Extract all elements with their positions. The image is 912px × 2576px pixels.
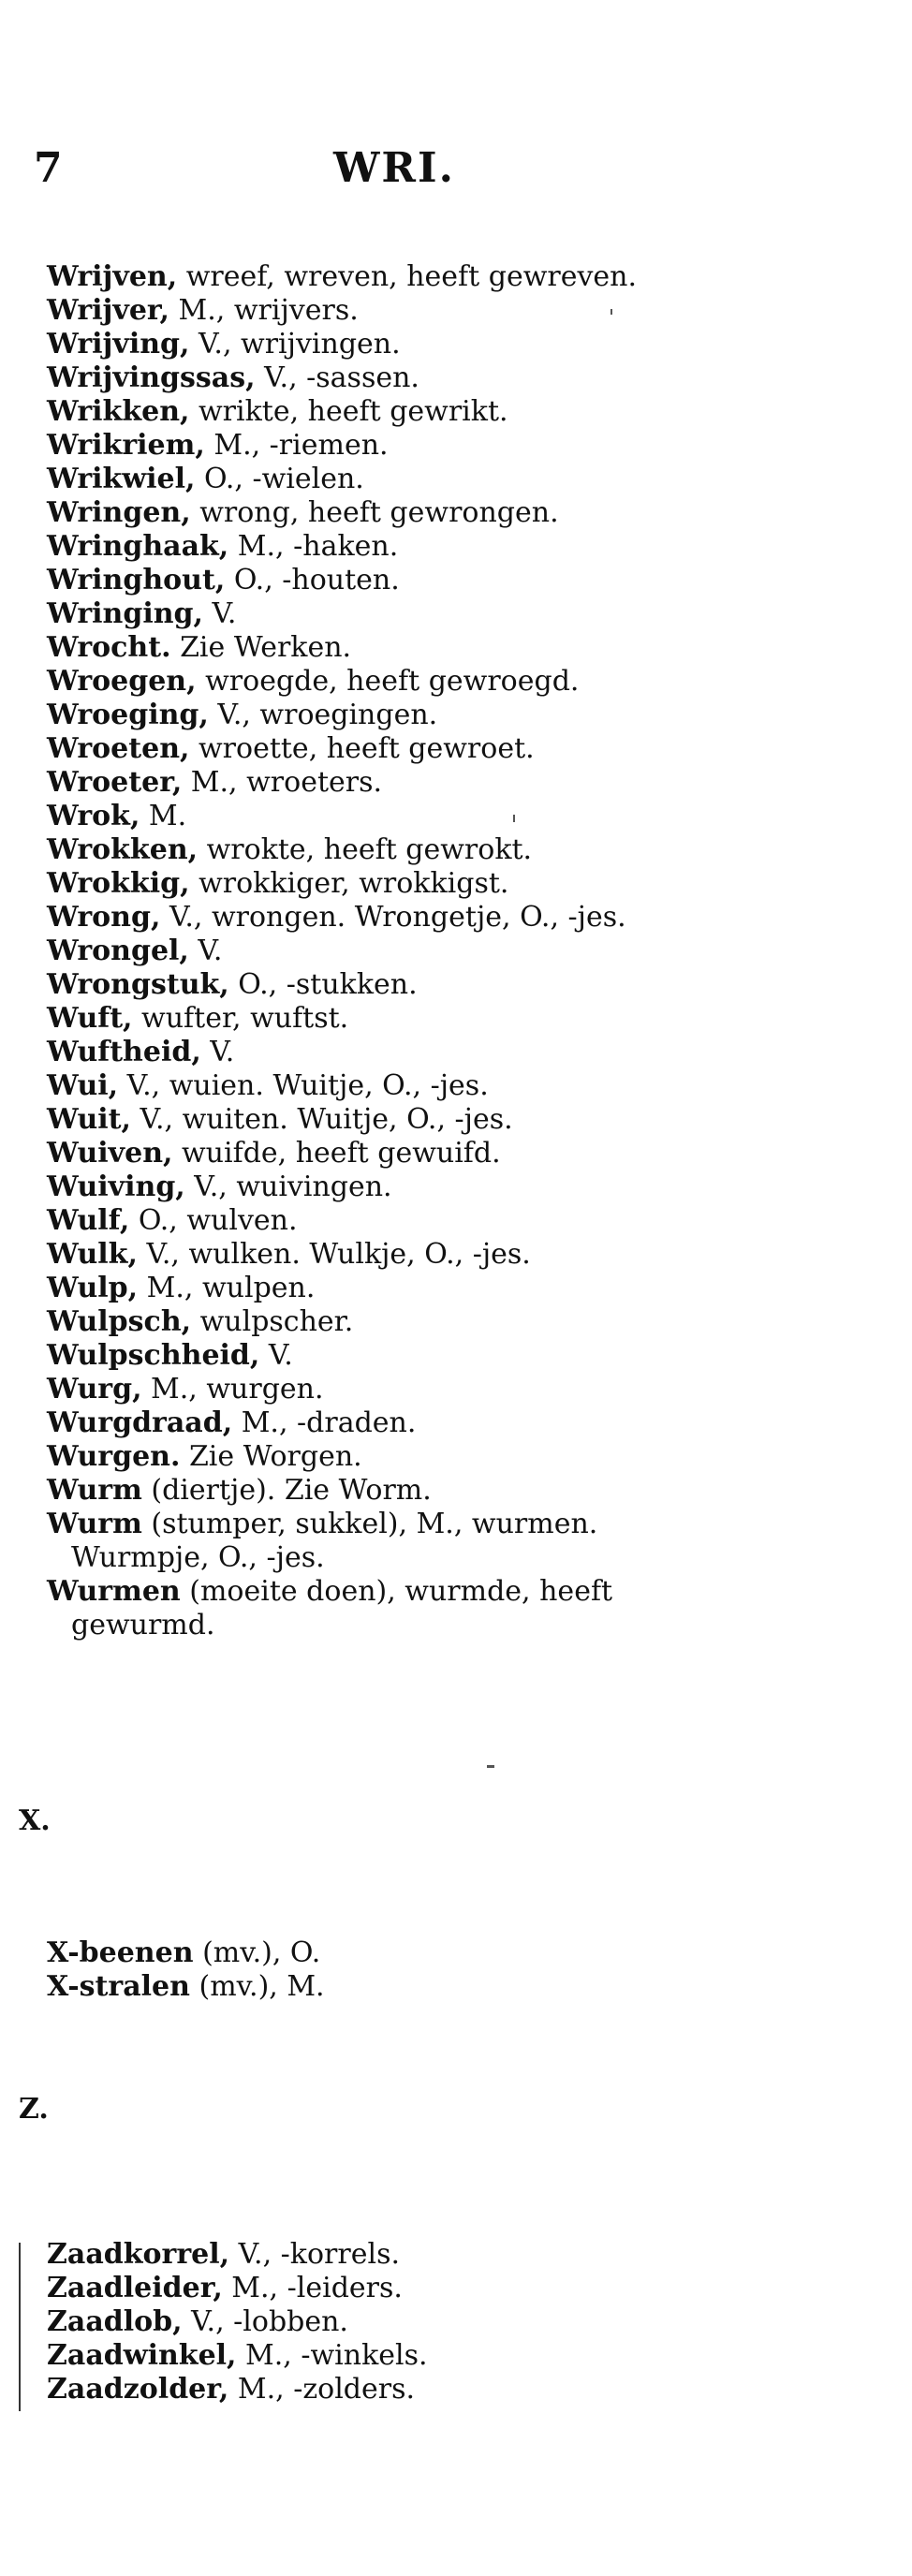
entry-headword: Wulp, <box>47 1272 139 1304</box>
entry-definition: V., -korrels. <box>229 2238 400 2271</box>
entry-headword: Wrokkig, <box>47 867 190 900</box>
entry-definition: wreef, wreven, heeft gewreven. <box>177 260 638 293</box>
entry-definition: O., -stukken. <box>228 968 418 1001</box>
entry-headword: Wroeging, <box>47 699 209 731</box>
entry-headword: Zaadwinkel, <box>47 2339 237 2372</box>
page-header <box>34 140 708 197</box>
entry-definition: Zie Worgen. <box>180 1440 362 1473</box>
entry-headword: Wrocht. <box>47 631 171 664</box>
dictionary-entry <box>47 665 721 699</box>
entry-definition: Zie Werken. <box>170 631 352 664</box>
dictionary-entry <box>47 361 721 395</box>
entry-headword: X-stralen <box>47 1970 190 2003</box>
entry-headword: Wringing, <box>47 597 203 630</box>
dictionary-entry <box>47 732 721 766</box>
entry-definition: V. <box>202 597 237 630</box>
dictionary-entry <box>47 935 721 968</box>
entry-headword: Wroeten, <box>47 732 190 765</box>
entry-definition: V. <box>259 1339 293 1372</box>
section-letter-z: Z. <box>19 2093 49 2126</box>
dictionary-entry <box>47 1204 721 1238</box>
dictionary-entry <box>47 766 721 800</box>
dictionary-entry <box>47 328 721 361</box>
dictionary-entry <box>47 1373 721 1406</box>
entry-headword: Zaadlob, <box>47 2305 183 2338</box>
entry-headword: Wrikken, <box>47 395 190 428</box>
entry-definition: M., -haken. <box>228 530 399 563</box>
dictionary-entry <box>47 1272 721 1305</box>
entry-definition: M., -draden. <box>232 1406 417 1439</box>
entry-headword: Wurm <box>47 1474 142 1507</box>
dictionary-entry <box>47 1406 721 1440</box>
entry-headword: Wurgen. <box>47 1440 181 1473</box>
entry-headword: Wuft, <box>47 1002 133 1035</box>
dictionary-entry <box>47 699 721 732</box>
dictionary-entry <box>47 1137 721 1170</box>
entry-definition: V., wuivingen. <box>184 1170 392 1203</box>
dictionary-entry <box>47 2238 721 2272</box>
entry-definition: M., wroeters. <box>182 766 383 799</box>
dictionary-entry <box>47 2373 721 2407</box>
entry-headword: Wulf, <box>47 1204 130 1237</box>
dictionary-entry <box>47 463 721 496</box>
dictionary-entry <box>47 800 721 833</box>
dictionary-entry <box>47 496 721 530</box>
dictionary-entry <box>47 2339 721 2373</box>
entry-definition: V., -lobben. <box>182 2305 348 2338</box>
dictionary-entry <box>47 530 721 564</box>
entry-definition: M., wrijvers. <box>169 294 359 327</box>
entry-headword: Wrijver, <box>47 294 169 327</box>
print-speck <box>487 1765 494 1768</box>
entry-headword: Wrijvingssas, <box>47 361 256 394</box>
entry-definition: V. <box>188 935 223 967</box>
dictionary-entry <box>47 294 721 328</box>
entry-list-w <box>47 260 721 1642</box>
entry-definition: M., wurgen. <box>141 1373 324 1406</box>
dictionary-entry <box>47 901 721 935</box>
entry-definition: M., -riemen. <box>204 429 389 462</box>
dictionary-entry <box>47 1170 721 1204</box>
entry-definition: (moeite doen), wurmde, heeft gewurmd. <box>71 1575 613 1641</box>
entry-headword: Wuftheid, <box>47 1036 201 1068</box>
dictionary-entry <box>47 260 721 294</box>
dictionary-entry <box>47 564 721 597</box>
dictionary-entry <box>47 1238 721 1272</box>
entry-definition: wuifde, heeft gewuifd. <box>172 1137 501 1170</box>
margin-rule <box>19 2243 21 2411</box>
dictionary-entry <box>47 2305 721 2339</box>
entry-definition: V., -sassen. <box>255 361 419 394</box>
entry-definition: wufter, wuftst. <box>132 1002 349 1035</box>
entry-headword: Zaadzolder, <box>47 2373 229 2406</box>
entry-definition: M., -winkels. <box>236 2339 428 2372</box>
dictionary-entry <box>47 867 721 901</box>
entry-headword: Wringhaak, <box>47 530 229 563</box>
entry-definition: V., wuiten. Wuitje, O., -jes. <box>131 1103 513 1136</box>
entry-definition: (mv.), O. <box>193 1936 321 1969</box>
entry-headword: Wrok, <box>47 800 140 832</box>
dictionary-entry <box>47 1508 721 1575</box>
entry-list-z <box>47 2238 721 2407</box>
dictionary-entry <box>47 1970 721 2004</box>
entry-definition: V., wulken. Wulkje, O., -jes. <box>137 1238 531 1271</box>
dictionary-entry <box>47 429 721 463</box>
entry-definition: M., -zolders. <box>228 2373 416 2406</box>
dictionary-entry <box>47 1474 721 1508</box>
entry-headword: Wurm <box>47 1508 142 1540</box>
entry-headword: Wuit, <box>47 1103 131 1136</box>
entry-headword: X-beenen <box>47 1936 194 1969</box>
entry-list-x <box>47 1936 721 2004</box>
entry-definition: O., -wielen. <box>195 463 364 495</box>
entry-headword: Wuiving, <box>47 1170 185 1203</box>
dictionary-entry <box>47 1440 721 1474</box>
print-speck <box>513 815 515 822</box>
entry-headword: Wringhout, <box>47 564 226 596</box>
running-head: WRI. <box>333 144 455 192</box>
entry-headword: Zaadkorrel, <box>47 2238 230 2271</box>
entry-headword: Wroeter, <box>47 766 183 799</box>
dictionary-entry <box>47 395 721 429</box>
entry-definition: V., wrijvingen. <box>189 328 401 361</box>
entry-definition: wrikte, heeft gewrikt. <box>189 395 508 428</box>
entry-headword: Wrijven, <box>47 260 178 293</box>
entry-headword: Wrong, <box>47 901 161 934</box>
print-speck <box>610 309 612 315</box>
dictionary-entry <box>47 1036 721 1069</box>
entry-definition: wrokte, heeft gewrokt. <box>198 833 533 866</box>
entry-definition: M., -leiders. <box>222 2272 403 2304</box>
entry-headword: Wulk, <box>47 1238 138 1271</box>
entry-headword: Wringen, <box>47 496 191 529</box>
dictionary-entry <box>47 1936 721 1970</box>
entry-definition: V., wrongen. Wrongetje, O., -jes. <box>160 901 626 934</box>
dictionary-entry <box>47 597 721 631</box>
dictionary-entry <box>47 1339 721 1373</box>
entry-definition: wrokkiger, wrokkigst. <box>189 867 509 900</box>
entry-definition: (mv.), M. <box>189 1970 325 2003</box>
entry-definition: O., -houten. <box>225 564 400 596</box>
entry-headword: Wurmen <box>47 1575 181 1608</box>
dictionary-entry <box>47 968 721 1002</box>
entry-definition: V. <box>200 1036 235 1068</box>
entry-headword: Wui, <box>47 1069 119 1102</box>
entry-definition: wrong, heeft gewrongen. <box>190 496 559 529</box>
entry-headword: Wulpsch, <box>47 1305 192 1338</box>
entry-definition: wroegde, heeft gewroegd. <box>196 665 580 698</box>
entry-definition: wulpscher. <box>191 1305 354 1338</box>
entry-definition: V., wroegingen. <box>208 699 438 731</box>
section-letter-x: X. <box>19 1804 51 1837</box>
entry-headword: Wrikwiel, <box>47 463 196 495</box>
entry-definition: wroette, heeft gewroet. <box>189 732 535 765</box>
page-number: 7 <box>34 144 63 192</box>
dictionary-entry <box>47 1103 721 1137</box>
entry-headword: Wurgdraad, <box>47 1406 233 1439</box>
entry-headword: Wurg, <box>47 1373 142 1406</box>
entry-definition: (diertje). Zie Worm. <box>141 1474 432 1507</box>
entry-definition: M., wulpen. <box>138 1272 316 1304</box>
entry-headword: Wrokken, <box>47 833 199 866</box>
entry-headword: Zaadleider, <box>47 2272 223 2304</box>
dictionary-entry <box>47 1305 721 1339</box>
entry-headword: Wrongel, <box>47 935 189 967</box>
entry-headword: Wrijving, <box>47 328 190 361</box>
entry-definition: V., wuien. Wuitje, O., -jes. <box>118 1069 489 1102</box>
entry-headword: Wuiven, <box>47 1137 173 1170</box>
dictionary-entry <box>47 631 721 665</box>
entry-headword: Wrikriem, <box>47 429 205 462</box>
entry-definition: M. <box>140 800 187 832</box>
entry-definition: O., wulven. <box>129 1204 298 1237</box>
dictionary-entry <box>47 2272 721 2305</box>
dictionary-entry <box>47 1069 721 1103</box>
dictionary-entry <box>47 833 721 867</box>
entry-headword: Wroegen, <box>47 665 197 698</box>
dictionary-entry <box>47 1002 721 1036</box>
entry-headword: Wrongstuk, <box>47 968 229 1001</box>
entry-definition: (stumper, sukkel), M., wurmen. Wurmpje, O., -jes. <box>71 1508 598 1574</box>
dictionary-entry <box>47 1575 721 1642</box>
entry-headword: Wulpschheid, <box>47 1339 260 1372</box>
